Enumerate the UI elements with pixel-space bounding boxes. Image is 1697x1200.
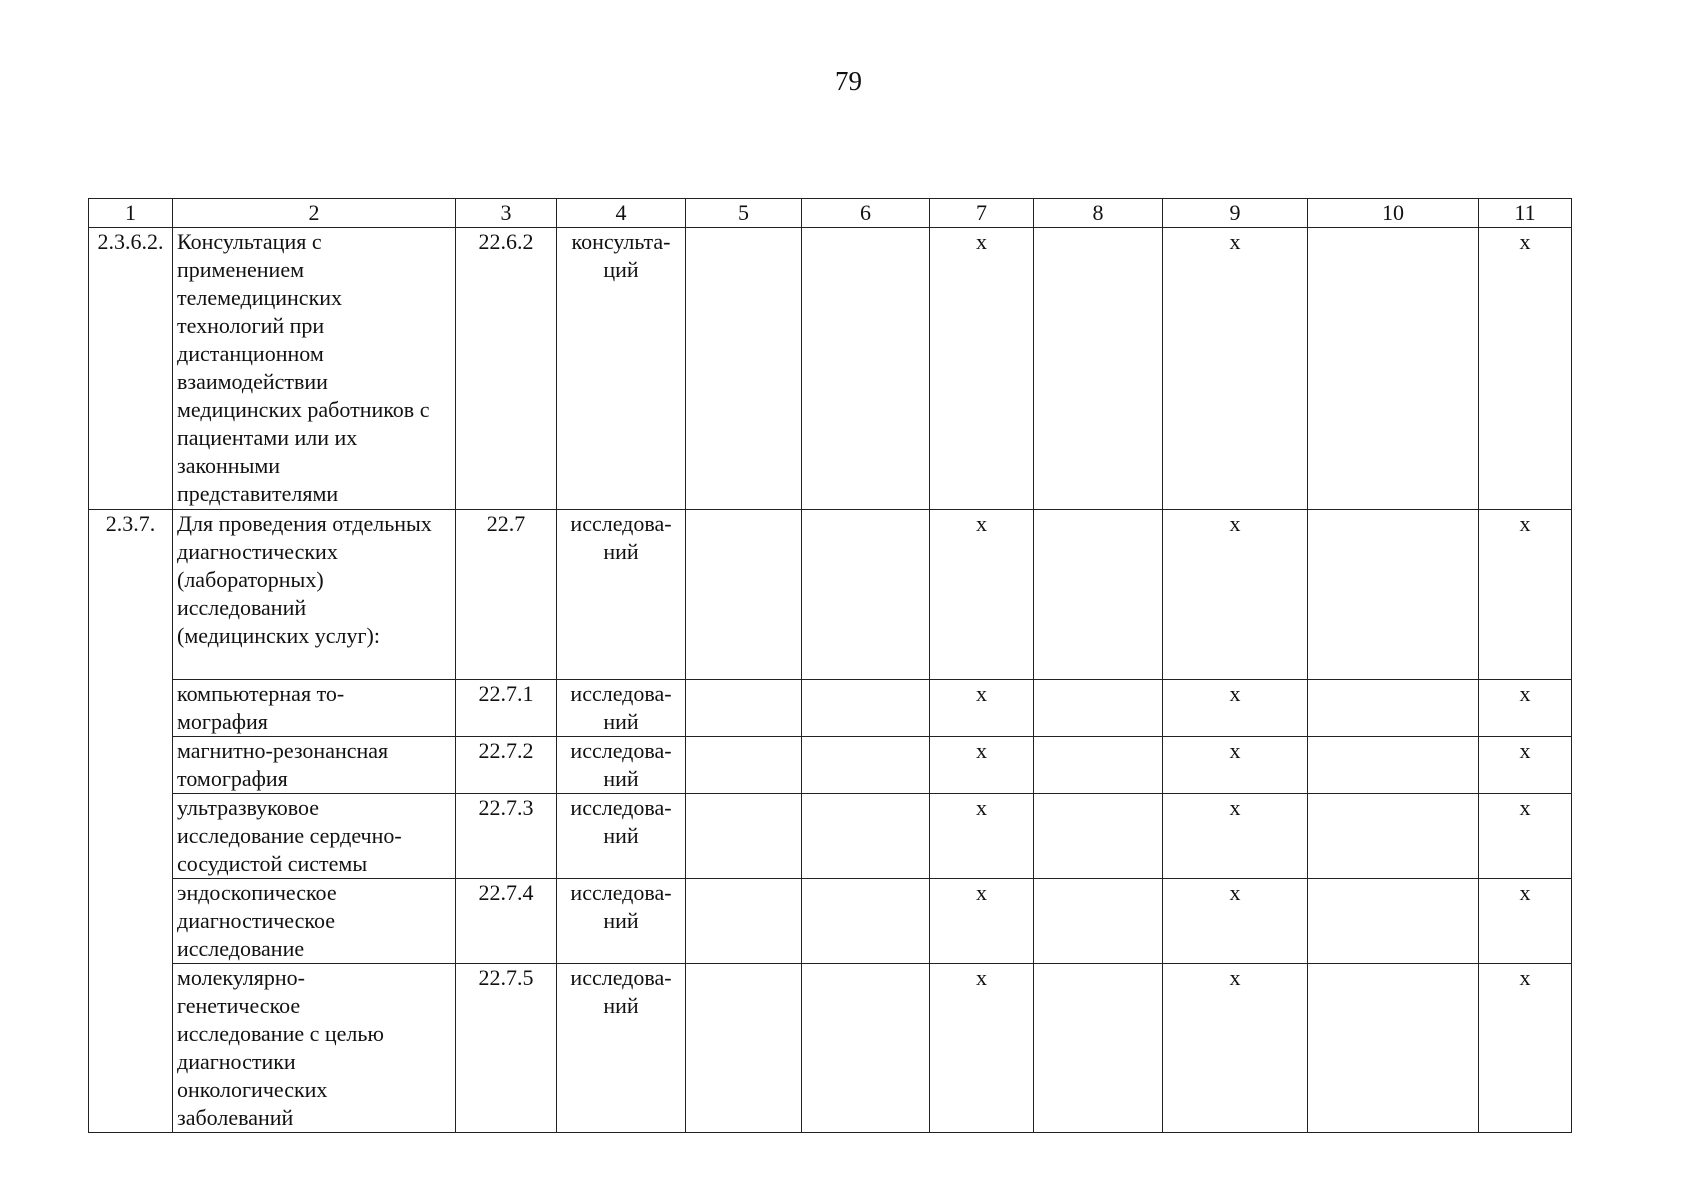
empty-cell bbox=[802, 228, 930, 510]
row-unit bbox=[557, 879, 686, 964]
empty-cell bbox=[686, 879, 802, 964]
cell-mark: х bbox=[1479, 680, 1572, 737]
table-row bbox=[89, 964, 1572, 1133]
row-unit bbox=[557, 510, 686, 680]
unit-line: ний bbox=[603, 823, 639, 848]
table-row bbox=[89, 510, 1572, 680]
row-name: магнитно-резонансная томография bbox=[173, 737, 456, 794]
cell-mark: х bbox=[930, 737, 1034, 794]
empty-cell bbox=[686, 680, 802, 737]
cell-mark: х bbox=[930, 228, 1034, 510]
empty-cell bbox=[1308, 737, 1479, 794]
table-row bbox=[89, 794, 1572, 879]
cell-mark: х bbox=[930, 794, 1034, 879]
empty-cell bbox=[1308, 680, 1479, 737]
empty-cell bbox=[802, 794, 930, 879]
row-name: эндоскопическое диагностическое исследование bbox=[173, 879, 456, 964]
cell-mark: х bbox=[1163, 737, 1308, 794]
row-unit bbox=[557, 794, 686, 879]
empty-cell bbox=[686, 510, 802, 680]
column-header: 11 bbox=[1479, 199, 1572, 228]
row-unit bbox=[557, 964, 686, 1133]
empty-cell bbox=[686, 228, 802, 510]
empty-cell bbox=[802, 964, 930, 1133]
cell-mark: х bbox=[930, 680, 1034, 737]
row-number: 2.3.6.2. bbox=[89, 228, 173, 510]
empty-cell bbox=[686, 737, 802, 794]
column-header: 6 bbox=[802, 199, 930, 228]
row-code: 22.6.2 bbox=[456, 228, 557, 510]
header-row bbox=[89, 199, 1572, 228]
column-header: 5 bbox=[686, 199, 802, 228]
empty-cell bbox=[802, 510, 930, 680]
row-number: 2.3.7. bbox=[89, 510, 173, 1133]
cell-mark: х bbox=[1163, 510, 1308, 680]
row-code: 22.7.4 bbox=[456, 879, 557, 964]
cell-mark: х bbox=[1479, 794, 1572, 879]
cell-mark: х bbox=[1163, 680, 1308, 737]
empty-cell bbox=[1308, 228, 1479, 510]
unit-line: ций bbox=[603, 257, 639, 282]
empty-cell bbox=[1034, 879, 1163, 964]
page-number: 79 bbox=[835, 66, 862, 96]
row-code: 22.7.5 bbox=[456, 964, 557, 1133]
row-code: 22.7 bbox=[456, 510, 557, 680]
data-table bbox=[88, 198, 1572, 1133]
row-code: 22.7.3 bbox=[456, 794, 557, 879]
unit-line: ний bbox=[603, 993, 639, 1018]
column-header: 3 bbox=[456, 199, 557, 228]
column-header: 7 bbox=[930, 199, 1034, 228]
empty-cell bbox=[802, 879, 930, 964]
unit-line: исследова- bbox=[570, 511, 672, 536]
empty-cell bbox=[802, 737, 930, 794]
empty-cell bbox=[1308, 964, 1479, 1133]
unit-line: исследова- bbox=[570, 880, 672, 905]
cell-mark: х bbox=[1479, 737, 1572, 794]
cell-mark: х bbox=[1479, 879, 1572, 964]
row-name: Для проведения отдельных диагностических (лабораторных) исследований (медицинских услуг): bbox=[173, 510, 456, 680]
cell-mark: х bbox=[1163, 228, 1308, 510]
table-row bbox=[89, 737, 1572, 794]
cell-mark: х bbox=[1479, 510, 1572, 680]
column-header: 10 bbox=[1308, 199, 1479, 228]
cell-mark: х bbox=[1163, 964, 1308, 1133]
row-name: ультразвуковое исследование сердечно-сосудистой системы bbox=[173, 794, 456, 879]
empty-cell bbox=[1308, 794, 1479, 879]
unit-line: исследова- bbox=[570, 965, 672, 990]
empty-cell bbox=[686, 964, 802, 1133]
unit-line: ний bbox=[603, 709, 639, 734]
empty-cell bbox=[1034, 510, 1163, 680]
row-code: 22.7.1 bbox=[456, 680, 557, 737]
empty-cell bbox=[1034, 228, 1163, 510]
cell-mark: х bbox=[930, 964, 1034, 1133]
cell-mark: х bbox=[930, 879, 1034, 964]
row-unit bbox=[557, 737, 686, 794]
table-row bbox=[89, 680, 1572, 737]
unit-line: ний bbox=[603, 766, 639, 791]
empty-cell bbox=[802, 680, 930, 737]
empty-cell bbox=[1308, 510, 1479, 680]
row-code: 22.7.2 bbox=[456, 737, 557, 794]
row-name: Консультация с применением телемедицинских технологий при дистанционном взаимодействии медицинских работников с пациентами или их законными представителями bbox=[173, 228, 456, 510]
cell-mark: х bbox=[1479, 228, 1572, 510]
unit-line: исследова- bbox=[570, 681, 672, 706]
table-row bbox=[89, 228, 1572, 510]
empty-cell bbox=[1034, 964, 1163, 1133]
column-header: 4 bbox=[557, 199, 686, 228]
unit-line: ний bbox=[603, 539, 639, 564]
cell-mark: х bbox=[1479, 964, 1572, 1133]
empty-cell bbox=[1308, 879, 1479, 964]
row-name: компьютерная то-мография bbox=[173, 680, 456, 737]
empty-cell bbox=[1034, 737, 1163, 794]
empty-cell bbox=[1034, 680, 1163, 737]
row-unit bbox=[557, 680, 686, 737]
empty-cell bbox=[1034, 794, 1163, 879]
cell-mark: х bbox=[1163, 879, 1308, 964]
unit-line: ний bbox=[603, 908, 639, 933]
empty-cell bbox=[686, 794, 802, 879]
column-header: 1 bbox=[89, 199, 173, 228]
cell-mark: х bbox=[1163, 794, 1308, 879]
table-row bbox=[89, 879, 1572, 964]
column-header: 8 bbox=[1034, 199, 1163, 228]
cell-mark: х bbox=[930, 510, 1034, 680]
column-header: 9 bbox=[1163, 199, 1308, 228]
unit-line: исследова- bbox=[570, 795, 672, 820]
row-name: молекулярно-генетическое исследование с целью диагностики онкологических заболеваний bbox=[173, 964, 456, 1133]
row-unit bbox=[557, 228, 686, 510]
unit-line: исследова- bbox=[570, 738, 672, 763]
unit-line: консульта- bbox=[571, 229, 671, 254]
column-header: 2 bbox=[173, 199, 456, 228]
